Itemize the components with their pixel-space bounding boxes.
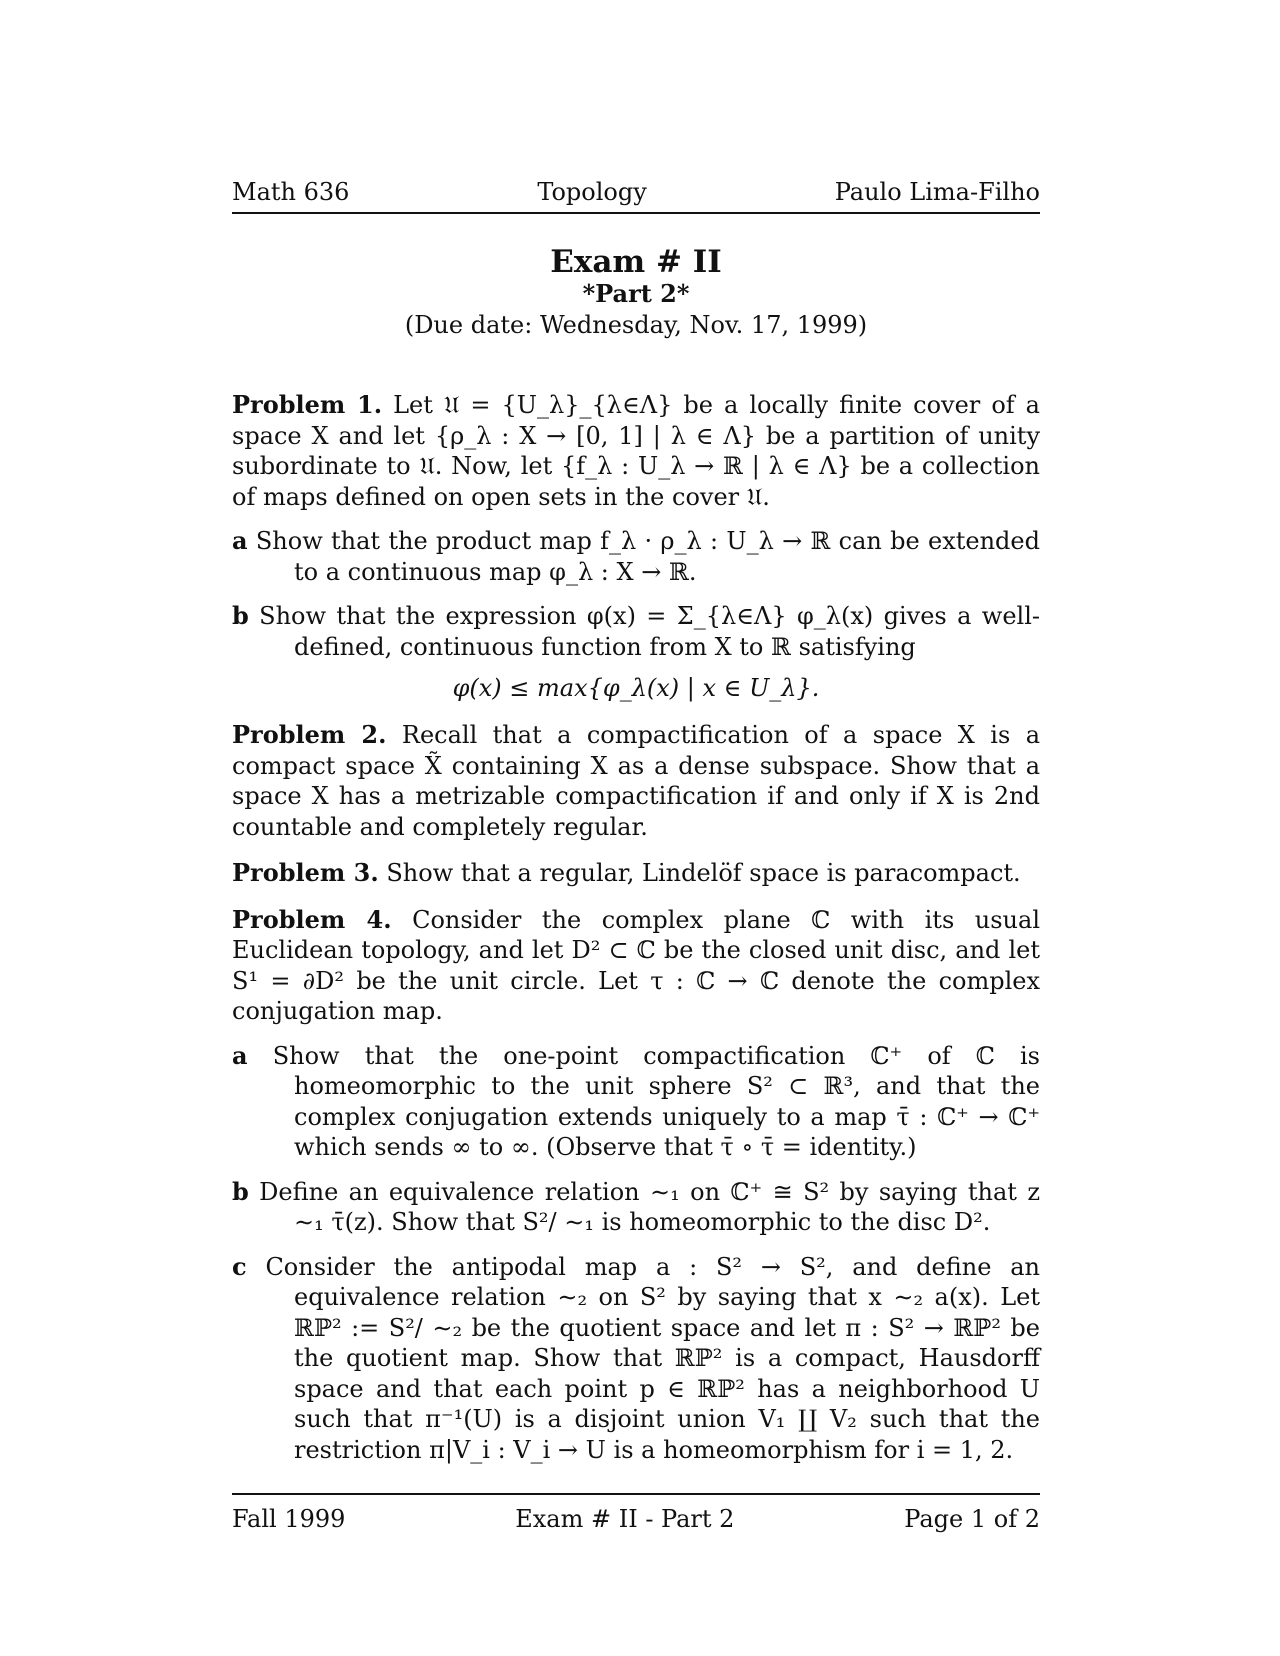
part-label: a: [232, 1040, 248, 1070]
problem-4-text: Consider the complex plane ℂ with its usual Euclidean topology, and let D² ⊂ ℂ be the closed unit disc, and let S¹ = ∂D² be the unit circle. Let τ : ℂ → ℂ denote the complex conjugation map.: [232, 905, 1040, 1025]
exam-title: Exam # II: [550, 244, 722, 280]
exam-part: *Part 2*: [582, 279, 690, 308]
problem-4-label: Problem 4.: [232, 904, 392, 934]
problem-3-label: Problem 3.: [232, 858, 379, 887]
problem-3-text: Show that a regular, Lindelöf space is paracompact.: [386, 859, 1021, 887]
part-text: Show that the expression φ(x) = Σ_{λ∈Λ} φ_λ(x) gives a well-defined, continuous function from X to ℝ satisfying: [259, 602, 1040, 661]
problem-1-text: Let 𝔘 = {U_λ}_{λ∈Λ} be a locally finite cover of a space X and let {ρ_λ : X → [0, 1] | λ ∈ Λ} be a partition of unity subordinate to 𝔘. Now, let {f_λ : U_λ → ℝ | λ ∈ Λ} be a collection of maps defined on open sets in the cover 𝔘.: [232, 391, 1040, 511]
problem-2: [232, 720, 1040, 842]
problem-2-label: Problem 2.: [232, 720, 387, 749]
page-footer: [232, 1495, 1040, 1533]
problem-1: [232, 390, 1040, 512]
due-date: (Due date: Wednesday, Nov. 17, 1999): [404, 311, 868, 339]
part-label: b: [232, 601, 249, 630]
display-equation: φ(x) ≤ max{φ_λ(x) | x ∈ U_λ}.: [452, 674, 820, 702]
problem-1-label: Problem 1.: [232, 390, 383, 419]
exam-page: [232, 178, 1040, 1533]
problem-4-part-a: [232, 1041, 1040, 1163]
problem-1-part-b: [232, 601, 1040, 662]
problem-4-part-c: [232, 1252, 1040, 1466]
subject-label: Topology: [537, 178, 647, 206]
part-label: c: [232, 1251, 247, 1281]
part-text: Consider the antipodal map a : S² → S², and define an equivalence relation ∼₂ on S² by saying that x ∼₂ a(x). Let ℝℙ² := S²/ ∼₂ be the quotient space and let π : S² → ℝℙ² be the quotient map. Show that ℝℙ² is a compact, Hausdorff space and that each point p ∈ ℝℙ² has a neighborhood U such that π⁻¹(U) is a disjoint union V₁ ∐ V₂ such that the restriction π|V_i : V_i → U is a homeomorphism for i = 1, 2.: [265, 1252, 1040, 1464]
part-text: Define an equivalence relation ∼₁ on ℂ⁺ ≅ S² by saying that z ∼₁ τ̄(z). Show that S²/ ∼₁ is homeomorphic to the disc D².: [259, 1177, 1040, 1236]
instructor-label: Paulo Lima-Filho: [834, 178, 1040, 206]
problem-4-part-b: [232, 1177, 1040, 1238]
part-text: Show that the product map f_λ · ρ_λ : U_λ → ℝ can be extended to a continuous map φ_λ : X → ℝ.: [255, 527, 1040, 586]
doc-label: Exam # II - Part 2: [515, 1505, 735, 1533]
part-label: b: [232, 1176, 249, 1206]
course-label: Math 636: [232, 178, 350, 206]
term-label: Fall 1999: [232, 1505, 346, 1533]
title-block: [232, 244, 1040, 342]
page-header: [232, 178, 1040, 214]
part-text: Show that the one-point compactification ℂ⁺ of ℂ is homeomorphic to the unit sphere S² ⊂ ℝ³, and that the complex conjugation extends uniquely to a map τ̄ : ℂ⁺ → ℂ⁺ which sends ∞ to ∞. (Observe that τ̄ ∘ τ̄ = identity.): [272, 1041, 1040, 1161]
part-label: a: [232, 526, 248, 555]
problem-2-text: Recall that a compactification of a space X is a compact space X̃ containing X as a dense subspace. Show that a space X has a metrizable compactification if and only if X is 2nd countable and completely regular.: [232, 721, 1041, 841]
problem-3: [232, 858, 1040, 889]
problem-4: [232, 905, 1040, 1027]
page-number: Page 1 of 2: [904, 1505, 1040, 1533]
problem-1-part-a: [232, 526, 1040, 587]
